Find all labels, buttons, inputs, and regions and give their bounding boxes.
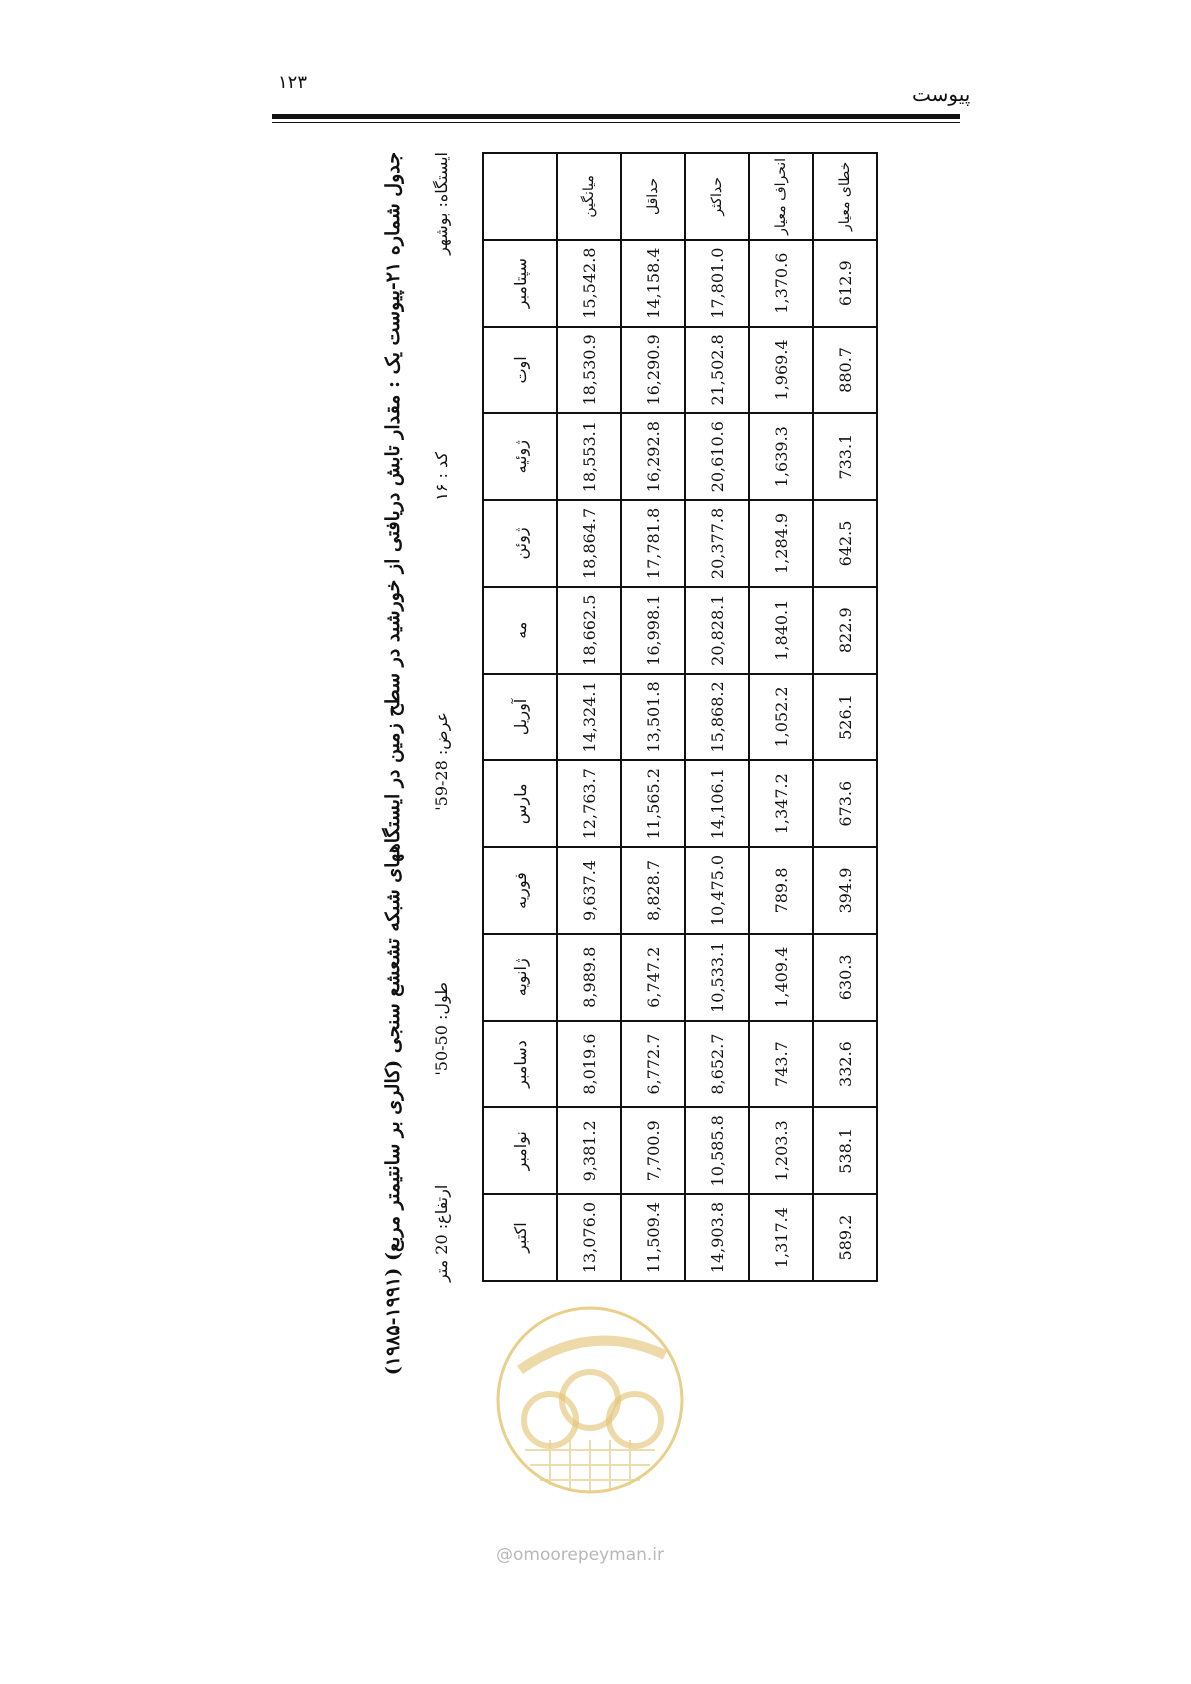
table-cell: 20,610.6 bbox=[685, 413, 749, 500]
table-cell: 14,158.4 bbox=[621, 240, 685, 327]
table-cell: 6,747.2 bbox=[621, 934, 685, 1021]
rotated-table-block bbox=[382, 152, 862, 1376]
table-cell: 16,290.9 bbox=[621, 327, 685, 414]
table-row bbox=[557, 153, 621, 1281]
header-rule-thick bbox=[272, 114, 960, 119]
row-label: خطای معیار bbox=[813, 153, 877, 240]
station-altitude: ارتفاع: 20 متر bbox=[432, 1184, 451, 1282]
table-cell: 612.9 bbox=[813, 240, 877, 327]
table-cell: 822.9 bbox=[813, 587, 877, 674]
table-cell: 630.3 bbox=[813, 934, 877, 1021]
table-cell: 18,662.5 bbox=[557, 587, 621, 674]
table-row bbox=[685, 153, 749, 1281]
table-cell: 16,292.8 bbox=[621, 413, 685, 500]
table-cell: 20,828.1 bbox=[685, 587, 749, 674]
table-cell: 13,501.8 bbox=[621, 674, 685, 761]
month-header: ژوئیه bbox=[483, 413, 557, 500]
table-cell: 7,700.9 bbox=[621, 1107, 685, 1194]
month-header: فوریه bbox=[483, 847, 557, 934]
watermark-logo bbox=[490, 1300, 690, 1520]
table-row bbox=[621, 153, 685, 1281]
table-cell: 8,652.7 bbox=[685, 1021, 749, 1108]
table-cell: 10,533.1 bbox=[685, 934, 749, 1021]
table-cell: 10,585.8 bbox=[685, 1107, 749, 1194]
corner-cell bbox=[483, 153, 557, 240]
table-cell: 538.1 bbox=[813, 1107, 877, 1194]
table-cell: 16,998.1 bbox=[621, 587, 685, 674]
table-title: جدول شماره ۲۱-پیوست یک : مقدار تابش دریافتی از خورشید در سطح زمین در ایستگاههای شبکه تشعشع سنجی (کالری بر سانتیمتر مربع) (۱۹۹۱-۱۹۸۵) bbox=[382, 152, 404, 1376]
row-label: حداقل bbox=[621, 153, 685, 240]
table-cell: 11,509.4 bbox=[621, 1194, 685, 1281]
table-cell: 332.6 bbox=[813, 1021, 877, 1108]
station-meta bbox=[432, 152, 462, 1282]
table-cell: 733.1 bbox=[813, 413, 877, 500]
table-cell: 17,781.8 bbox=[621, 500, 685, 587]
table-cell: 18,530.9 bbox=[557, 327, 621, 414]
station-longitude: طول: 50-50' bbox=[432, 982, 451, 1076]
table-cell: 11,565.2 bbox=[621, 760, 685, 847]
table-cell: 9,381.2 bbox=[557, 1107, 621, 1194]
table-cell: 1,409.4 bbox=[749, 934, 813, 1021]
table-cell: 743.7 bbox=[749, 1021, 813, 1108]
table-cell: 13,076.0 bbox=[557, 1194, 621, 1281]
table-cell: 589.2 bbox=[813, 1194, 877, 1281]
radiation-table bbox=[482, 152, 878, 1282]
table-cell: 526.1 bbox=[813, 674, 877, 761]
month-header: سپتامبر bbox=[483, 240, 557, 327]
section-name: پیوست bbox=[912, 82, 971, 106]
station-name: ایستگاه: بوشهر bbox=[432, 152, 451, 255]
table-cell: 8,019.6 bbox=[557, 1021, 621, 1108]
row-label: انحراف معیار bbox=[749, 153, 813, 240]
table-cell: 6,772.7 bbox=[621, 1021, 685, 1108]
table-cell: 15,868.2 bbox=[685, 674, 749, 761]
month-header: اوت bbox=[483, 327, 557, 414]
table-cell: 394.9 bbox=[813, 847, 877, 934]
table-cell: 18,553.1 bbox=[557, 413, 621, 500]
table-cell: 1,203.3 bbox=[749, 1107, 813, 1194]
table-row bbox=[813, 153, 877, 1281]
table-cell: 1,969.4 bbox=[749, 327, 813, 414]
table-cell: 1,052.2 bbox=[749, 674, 813, 761]
row-label: حداکثر bbox=[685, 153, 749, 240]
table-cell: 18,864.7 bbox=[557, 500, 621, 587]
table-cell: 8,989.8 bbox=[557, 934, 621, 1021]
table-cell: 20,377.8 bbox=[685, 500, 749, 587]
row-label: میانگین bbox=[557, 153, 621, 240]
month-header: مارس bbox=[483, 760, 557, 847]
table-cell: 789.8 bbox=[749, 847, 813, 934]
table-cell: 1,840.1 bbox=[749, 587, 813, 674]
station-code: کد : ۱۶ bbox=[432, 452, 451, 501]
month-header: ژوئن bbox=[483, 500, 557, 587]
header-rule-thin bbox=[272, 122, 960, 123]
table-cell: 673.6 bbox=[813, 760, 877, 847]
table-cell: 15,542.8 bbox=[557, 240, 621, 327]
table-cell: 1,317.4 bbox=[749, 1194, 813, 1281]
month-header: ژانویه bbox=[483, 934, 557, 1021]
table-row bbox=[749, 153, 813, 1281]
watermark-url: @omoorepeyman.ir bbox=[496, 1545, 665, 1565]
table-cell: 14,903.8 bbox=[685, 1194, 749, 1281]
table-cell: 14,324.1 bbox=[557, 674, 621, 761]
table-cell: 1,639.3 bbox=[749, 413, 813, 500]
month-header: نوامبر bbox=[483, 1107, 557, 1194]
table-body bbox=[557, 153, 877, 1281]
table-cell: 14,106.1 bbox=[685, 760, 749, 847]
page-header bbox=[0, 0, 1191, 130]
month-header: آوریل bbox=[483, 674, 557, 761]
month-header: اکتبر bbox=[483, 1194, 557, 1281]
table-cell: 9,637.4 bbox=[557, 847, 621, 934]
month-header: دسامبر bbox=[483, 1021, 557, 1108]
station-latitude: عرض: 28-59' bbox=[432, 712, 451, 811]
table-cell: 1,347.2 bbox=[749, 760, 813, 847]
page-number: ۱۲۳ bbox=[278, 72, 308, 93]
table-cell: 12,763.7 bbox=[557, 760, 621, 847]
table-cell: 642.5 bbox=[813, 500, 877, 587]
table-cell: 17,801.0 bbox=[685, 240, 749, 327]
table-cell: 21,502.8 bbox=[685, 327, 749, 414]
month-header: مه bbox=[483, 587, 557, 674]
table-cell: 1,370.6 bbox=[749, 240, 813, 327]
table-cell: 8,828.7 bbox=[621, 847, 685, 934]
table-cell: 880.7 bbox=[813, 327, 877, 414]
table-cell: 10,475.0 bbox=[685, 847, 749, 934]
table-cell: 1,284.9 bbox=[749, 500, 813, 587]
table-header-row bbox=[483, 153, 557, 1281]
